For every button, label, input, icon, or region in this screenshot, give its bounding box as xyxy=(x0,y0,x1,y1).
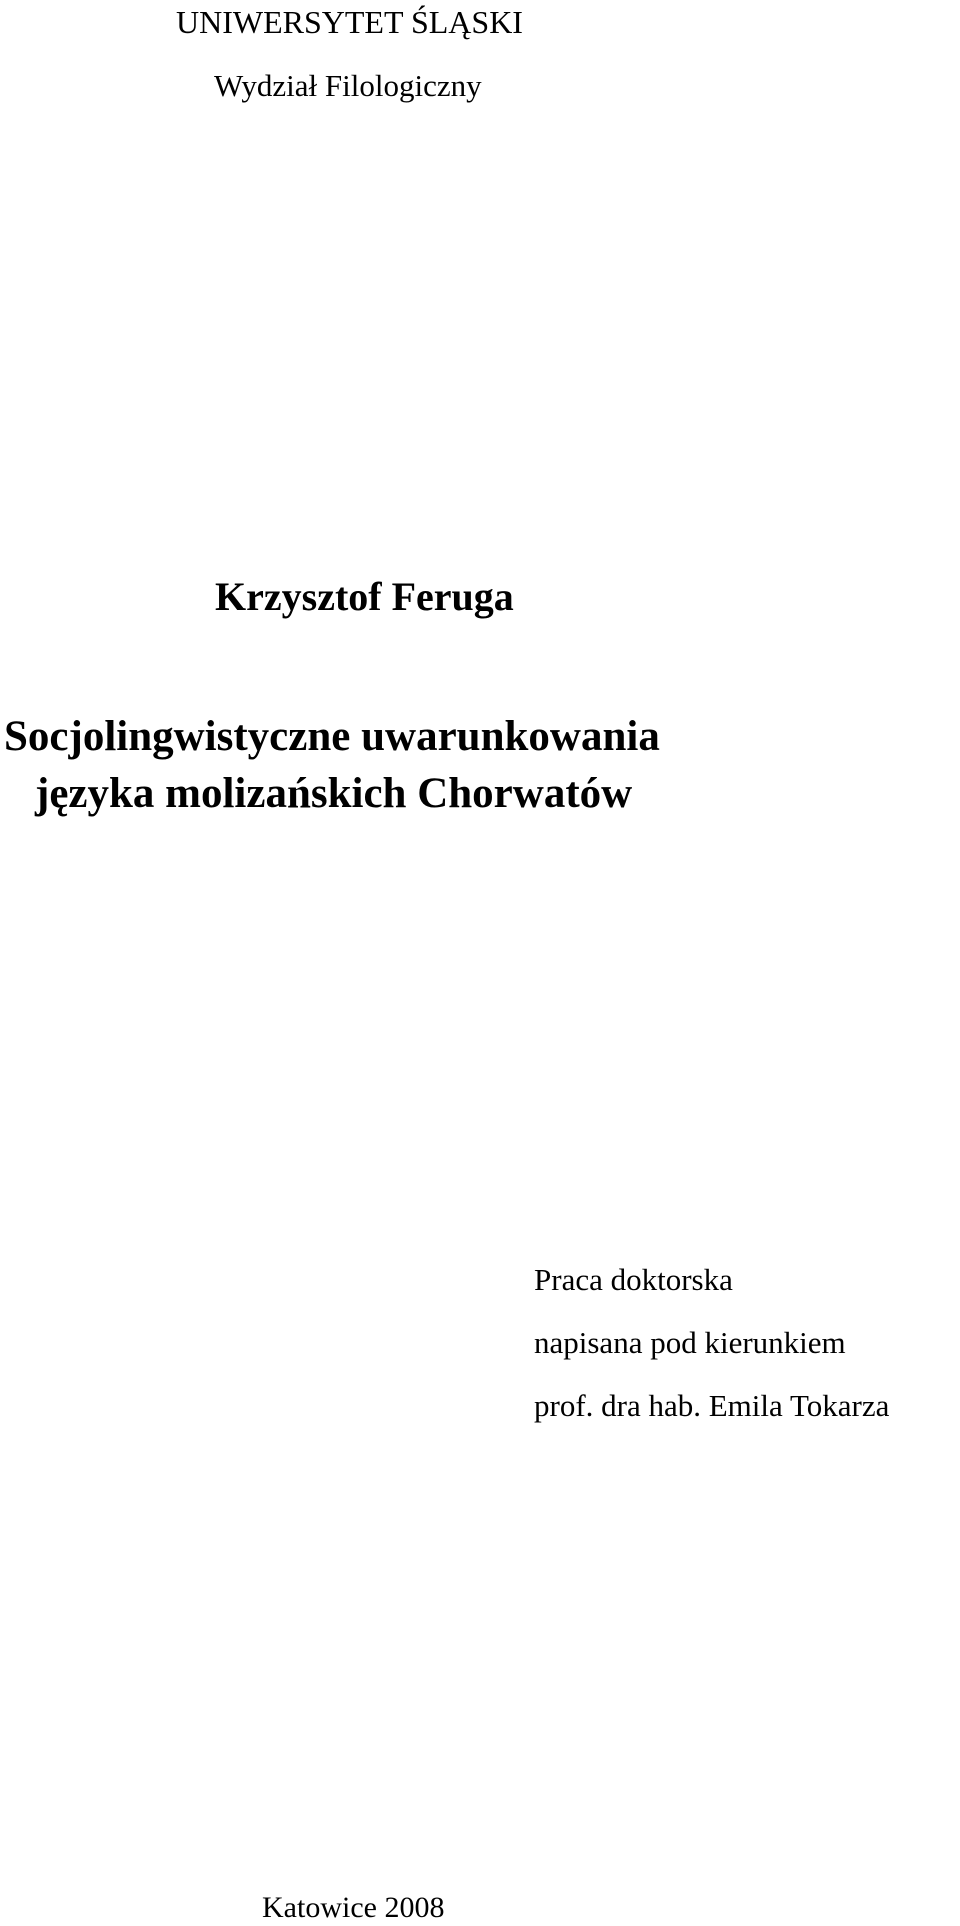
university-name: UNIWERSYTET ŚLĄSKI xyxy=(176,4,523,40)
supervisor-name: prof. dra hab. Emila Tokarza xyxy=(534,1388,890,1423)
place-and-year: Katowice 2008 xyxy=(262,1891,445,1924)
thesis-type: Praca doktorska xyxy=(534,1262,733,1297)
thesis-title-line-1: Socjolingwistyczne uwarunkowania xyxy=(4,713,660,760)
supervision-note: napisana pod kierunkiem xyxy=(534,1325,846,1360)
author-name: Krzysztof Feruga xyxy=(215,574,514,619)
faculty-name: Wydział Filologiczny xyxy=(214,68,482,103)
thesis-title-line-2: języka molizańskich Chorwatów xyxy=(35,770,633,817)
